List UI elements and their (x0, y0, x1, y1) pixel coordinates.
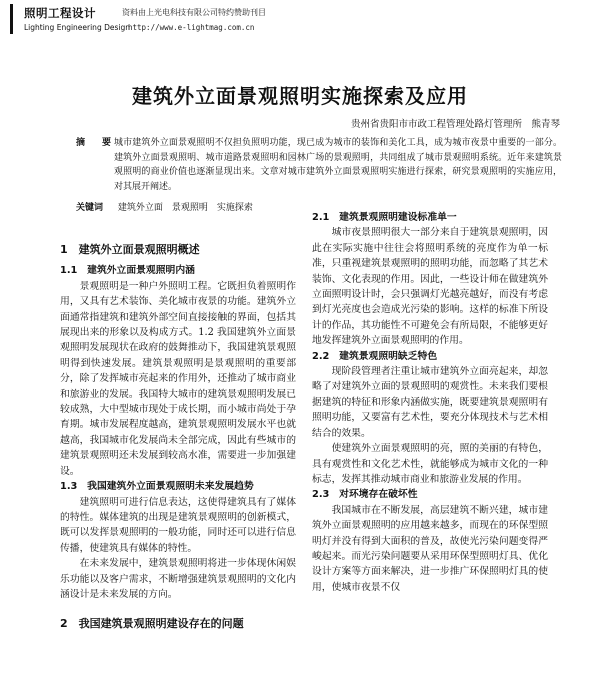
paragraph-1-1: 景观照明是一种户外照明工程。它既担负着照明作用，又具有艺术装饰、美化城市夜景的功能。建筑外立面通常指建筑和建筑外部空间直接接触的界面，包括其展现出来的形象以及构成方式。1.2 我国建筑外立面景观照明发展现状在政府的鼓舞推动下，我国建筑景观照明得到快速发展。建筑景观照明是景观照明的重要部分，除了发挥城市亮起来的作用外，还推动了城市商业和旅游业的发展。我国特大城市的建筑景观照明发展已较成熟，大中型城市现处于成长期，而小城市尚处于孕育期。城市发展程度越高，建筑景观照明发展水平也就越高，我国城市化发展尚未全部完成，因此有些城市的建筑景观照明还未发展到较高水准，需要进一步加强建设。 (60, 280, 296, 477)
paragraph-2-3: 我国城市在不断发展，高层建筑不断兴建，城市建筑外立面景观照明的应用越来越多，而现在的环保型照明灯并没有得到大面积的普及，故使光污染问题变得严峻起来。而光污染问题要从采用环保型照明灯具、优化设计方案等方面来解决，进一步推广环保照明灯具的使用，使城市夜景不仅 (312, 504, 548, 593)
keywords-line (76, 200, 253, 213)
paragraph-1-3a: 建筑照明可进行信息表达，这使得建筑具有了媒体的特性。媒体建筑的出现是建筑景观照明的创新模式，既可以发挥景观照明的一般功能，同时还可以进行信息传播，使建筑具有媒体的特性。 (60, 496, 296, 554)
left-column (60, 240, 296, 638)
subsection-heading-2-2: 2.2 建筑景观照明缺乏特色 (312, 350, 438, 362)
paragraph-2-1: 城市夜景照明很大一部分来自于建筑景观照明，因此在实际实施中往往会将照明系统的亮度作为单一标准，只重视建筑景观照明的照明功能，而忽略了其艺术装饰、文化表现的作用。因此，一些设计师在做建筑外立面照明设计时，会只强调灯光越亮越好，而没有考虑到灯光亮度也会造成光污染的影响。这样的标准下所设计的作品，其功能性不可避免会有所局限，不能够更好地发挥建筑外立面景观照明的作用。 (312, 227, 548, 347)
paragraph-2-2b: 使建筑外立面景观照明的亮，照的美丽的有特色，具有观赏性和文化艺术性，就能够成为城市文化的一种标志，发挥其推动城市商业和旅游业发展的作用。 (312, 443, 548, 485)
journal-url[interactable]: http://www.e-lightmag.com.cn (128, 23, 255, 32)
journal-logo-en: Lighting Engineering Design (24, 23, 130, 32)
journal-logo: 照明工程设计 (24, 6, 96, 20)
keywords-terms: 建筑外立面 景观照明 实施探索 (117, 203, 253, 213)
journal-header (10, 4, 590, 36)
subsection-heading-1-1: 1.1 建筑外立面景观照明内涵 (60, 265, 195, 277)
section-heading-1: 1 建筑外立面景观照明概述 (60, 243, 200, 256)
sponsor-tagline: 资料由上光电科技有限公司特约赞助刊目 (122, 8, 266, 17)
keywords-label: 关键词 (76, 203, 104, 213)
abstract-text: 城市建筑外立面景观照明不仅担负照明功能，现已成为城市的装饰和美化工具，成为城市夜景中重要的一部分。建筑外立面景观照明、城市道路景观照明和园林广场的景观照明，共同组成了城市景观照明系统。近年来建筑景观照明的商业价值也逐渐显现出来。文章对城市建筑外立面景观照明实施进行探索，研究景观照明的实施应用，对其展开阐述。 (114, 138, 562, 192)
paragraph-2-2a: 现阶段管理者注重让城市建筑外立面亮起来，却忽略了对建筑外立面的景观照明的观赏性。未来我们要根据建筑的特征和形象内涵做实施，既要建筑景观照明有照明功能，又要富有艺术性，要充分体现技术与艺术相结合的效果。 (312, 366, 548, 439)
subsection-heading-2-1: 2.1 建筑景观照明建设标准单一 (312, 212, 457, 223)
author-line: 贵州省贵阳市市政工程管理处路灯管理所 熊青琴 (350, 119, 560, 130)
header-bar (10, 4, 13, 34)
subsection-heading-2-3: 2.3 对环境存在破坏性 (312, 489, 418, 501)
subsection-heading-1-3: 1.3 我国建筑外立面景观照明未来发展趋势 (60, 481, 254, 493)
paragraph-1-3b: 在未来发展中，建筑景观照明将进一步体现休闲娱乐功能以及客户需求，不断增强建筑景观照明的文化内涵设计是未来发展的方向。 (60, 558, 296, 600)
right-column (312, 210, 548, 595)
abstract-label: 摘 要 (76, 138, 116, 148)
article-title: 建筑外立面景观照明实施探索及应用 (132, 84, 468, 108)
section-heading-2: 2 我国建筑景观照明建设存在的问题 (60, 617, 244, 631)
